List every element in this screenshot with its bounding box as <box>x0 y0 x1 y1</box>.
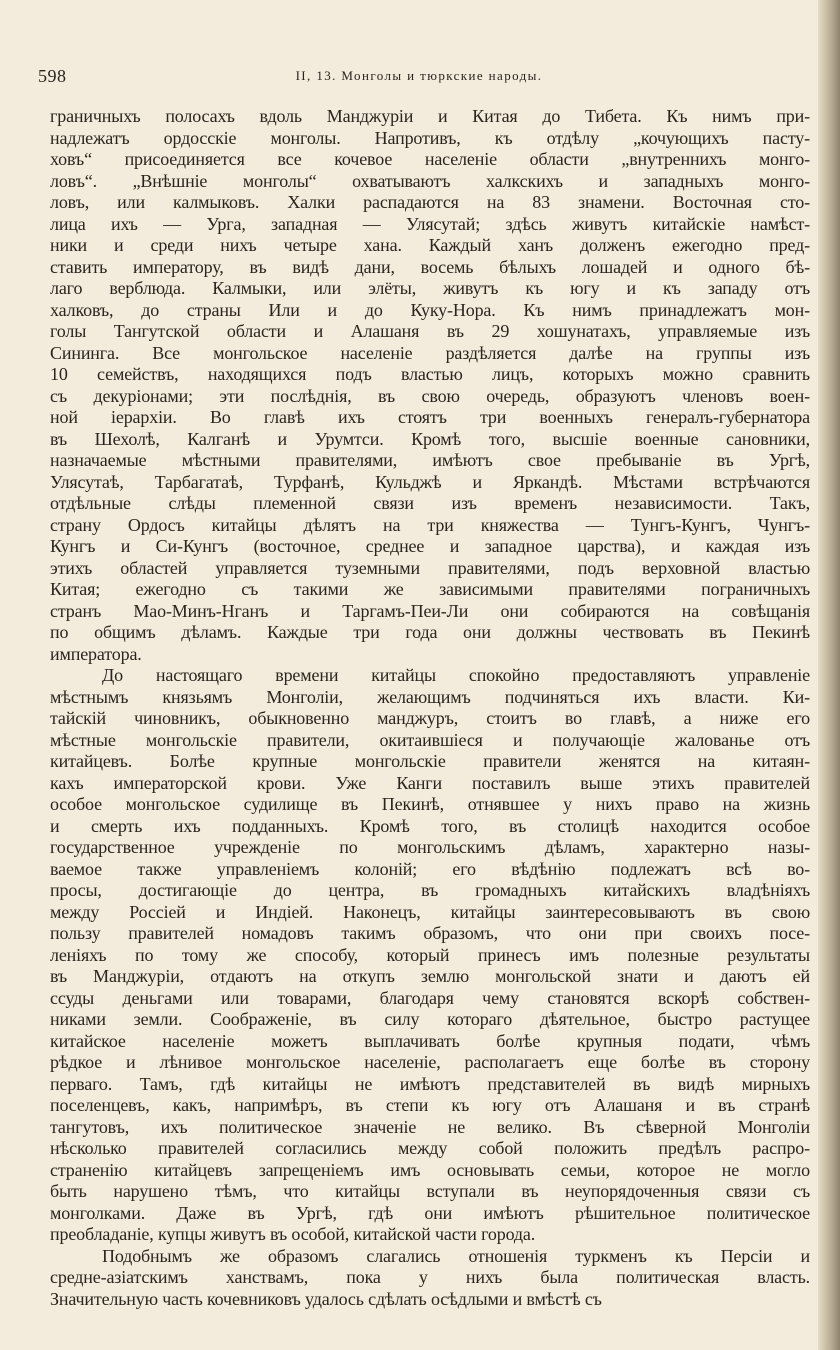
paragraph <box>50 106 810 665</box>
text-line: преобладанiе, купцы живутъ въ особой, китайской части города. <box>50 1224 536 1244</box>
text-line: ловъ“. „Внѣшнiе монголы“ охватываютъ халкскихъ и западныхъ монго- <box>50 170 810 191</box>
text-line: страну Ордосъ китайцы дѣлятъ на три княжества — Тунгъ-Кунгъ, Чунгъ- <box>50 514 810 535</box>
text-line: императора. <box>50 643 142 664</box>
text-line: странъ Мао-Минъ-Нганъ и Таргамъ-Пеи-Ли они собираются на совѣщанiя <box>50 600 810 621</box>
text-line: граничныхъ полосахъ вдоль Манджурiи и Китая до Тибета. Къ нимъ при- <box>50 106 810 126</box>
text-line: монголками. Даже въ Ургѣ, гдѣ они имѣютъ рѣшительное политическое <box>50 1202 810 1223</box>
text-line: китайское населенiе можетъ выплачивать болѣе крупныя подати, чѣмъ <box>50 1030 810 1051</box>
paragraph <box>50 665 810 1246</box>
text-line: ленiяхъ по тому же способу, который принесъ имъ полезные результаты <box>50 944 810 965</box>
text-line: халковъ, до страны Или и до Куку-Нора. Къ нимъ принадлежатъ мон- <box>50 299 810 320</box>
text-line: 10 семействъ, находящихся подъ властью лицъ, которыхъ можно сравнить <box>50 364 810 384</box>
text-line: нѣсколько правителей согласились между собой положить предѣлъ распро- <box>50 1138 810 1158</box>
body-text <box>50 106 810 1310</box>
text-line: страненiю китайцевъ запрещенiемъ имъ основывать семьи, которое не могло <box>50 1159 810 1180</box>
text-line: рѣдкое и лѣнивое монгольское населенiе, располагаетъ еще болѣе въ сторону <box>50 1052 810 1072</box>
text-line: въ Манджурiи, отдаютъ на откупъ землю монгольской знати и даютъ ей <box>50 966 810 986</box>
text-line: Китая; ежегодно съ такими же зависимыми правителями пограничныхъ <box>50 579 810 599</box>
text-line: поселенцевъ, какъ, напримѣръ, въ степи къ югу отъ Алашаня и въ странѣ <box>50 1095 810 1115</box>
text-line: въ Шехолѣ, Калганѣ и Урумтси. Кромѣ того, высшiе военные сановники, <box>50 428 810 449</box>
text-line: ховъ“ присоединяется все кочевое населенiе области „внутреннихъ монго- <box>50 149 810 169</box>
text-line: кахъ императорской крови. Уже Канги поставилъ выше этихъ правителей <box>50 772 810 793</box>
text-line: Сининга. Все монгольское населенiе раздѣляется далѣе на группы изъ <box>50 342 810 363</box>
text-line: средне-азiатскимъ ханствамъ, пока у нихъ была политическая власть. <box>50 1267 810 1287</box>
text-line: просы, достигающiе до центра, въ громадныхъ китайскихъ владѣнiяхъ <box>50 880 810 900</box>
text-line: по общимъ дѣламъ. Каждые три года они должны чествовать въ Пекинѣ <box>50 622 810 642</box>
text-line: и смерть ихъ подданныхъ. Кромѣ того, въ столицѣ находится особое <box>50 815 810 836</box>
text-line: лица ихъ — Урга, западная — Улясутай; здѣсь живутъ китайскiе намѣст- <box>50 213 810 234</box>
book-spine-shadow <box>818 0 840 1350</box>
paragraph <box>50 1246 810 1311</box>
text-line: голы Тангутской области и Алашаня въ 29 хошунатахъ, управляемые изъ <box>50 321 810 341</box>
text-line: пользу правителей номадовъ такимъ образомъ, что они при своихъ посе- <box>50 923 810 943</box>
text-line: перваго. Тамъ, гдѣ китайцы не имѣютъ представителей въ видѣ мирныхъ <box>50 1073 810 1094</box>
text-line: ловъ, или калмыковъ. Халки распадаются на 83 знамени. Восточная сто- <box>50 192 810 212</box>
text-line: назначаемые мѣстными правителями, имѣютъ свое пребыванiе въ Ургѣ, <box>50 450 810 470</box>
text-line: тайскiй чиновникъ, обыкновенно манджуръ, стоитъ во главѣ, а ниже его <box>50 708 810 728</box>
text-line: мѣстные монгольскiе правители, окитаившiеся и получающiе жалованье отъ <box>50 729 810 750</box>
text-line: отдѣльные слѣды племенной связи изъ временъ независимости. Такъ, <box>50 493 810 513</box>
page-header <box>38 66 800 88</box>
text-line: Значительную часть кочевниковъ удалось сдѣлать осѣдлыми и вмѣстѣ съ <box>50 1288 602 1309</box>
text-line: Кунгъ и Си-Кунгъ (восточное, среднее и западное царства), и каждая изъ <box>50 536 810 556</box>
text-line: мѣстнымъ князьямъ Монголiи, желающимъ подчиняться ихъ власти. Ки- <box>50 686 810 707</box>
text-line: Улясутаѣ, Тарбагатаѣ, Турфанѣ, Кульджѣ и Яркандѣ. Мѣстами встрѣчаются <box>50 471 810 492</box>
page-number: 598 <box>38 66 67 86</box>
text-line: государственное учрежденiе по монгольскимъ дѣламъ, характерно назы- <box>50 837 810 857</box>
text-line: тангутовъ, ихъ политическое значенiе не велико. Въ сѣверной Монголiи <box>50 1116 810 1137</box>
text-line: этихъ областей управляется туземными правителями, подъ верховной властью <box>50 557 810 578</box>
text-line: между Россiей и Индiей. Наконецъ, китайцы заинтересовываютъ въ свою <box>50 901 810 922</box>
text-line: съ декурiонами; эти послѣднiя, въ свою очередь, образуютъ членовъ воен- <box>50 385 810 406</box>
text-line: ссуды деньгами или товарами, благодаря чему становятся вскорѣ собствен- <box>50 987 810 1008</box>
text-line: никами земли. Соображенiе, въ силу котораго дѣятельное, быстро растущее <box>50 1009 810 1029</box>
text-line: До настоящаго времени китайцы спокойно предоставляютъ управленiе <box>102 665 810 685</box>
text-line: надлежатъ ордосскiе монголы. Напротивъ, къ отдѣлу „кочующихъ пасту- <box>50 127 810 148</box>
text-line: ники и среди нихъ четыре хана. Каждый ханъ долженъ ежегодно пред- <box>50 235 810 255</box>
text-line: особое монгольское судилище въ Пекинѣ, отнявшее у нихъ право на жизнь <box>50 794 810 814</box>
text-line: лаго верблюда. Калмыки, или элёты, живутъ къ югу и къ западу отъ <box>50 278 810 298</box>
text-line: быть нарушено тѣмъ, что китайцы вступали въ неупорядоченныя связи съ <box>50 1181 810 1201</box>
running-head: II, 13. Монголы и тюркские народы. <box>295 68 543 83</box>
text-line: китайцевъ. Болѣе крупные монгольскiе правители женятся на китаян- <box>50 751 810 771</box>
text-line: ваемое также управленiемъ колонiй; его вѣдѣнiю подлежатъ всѣ во- <box>50 858 810 879</box>
text-line: Подобнымъ же образомъ слагались отношенiя туркменъ къ Персiи и <box>102 1245 810 1266</box>
text-line: ной iерархiи. Во главѣ ихъ стоятъ три военныхъ генералъ-губернатора <box>50 407 810 427</box>
text-line: ставить императору, въ видѣ дани, восемь бѣлыхъ лошадей и одного бѣ- <box>50 256 810 277</box>
